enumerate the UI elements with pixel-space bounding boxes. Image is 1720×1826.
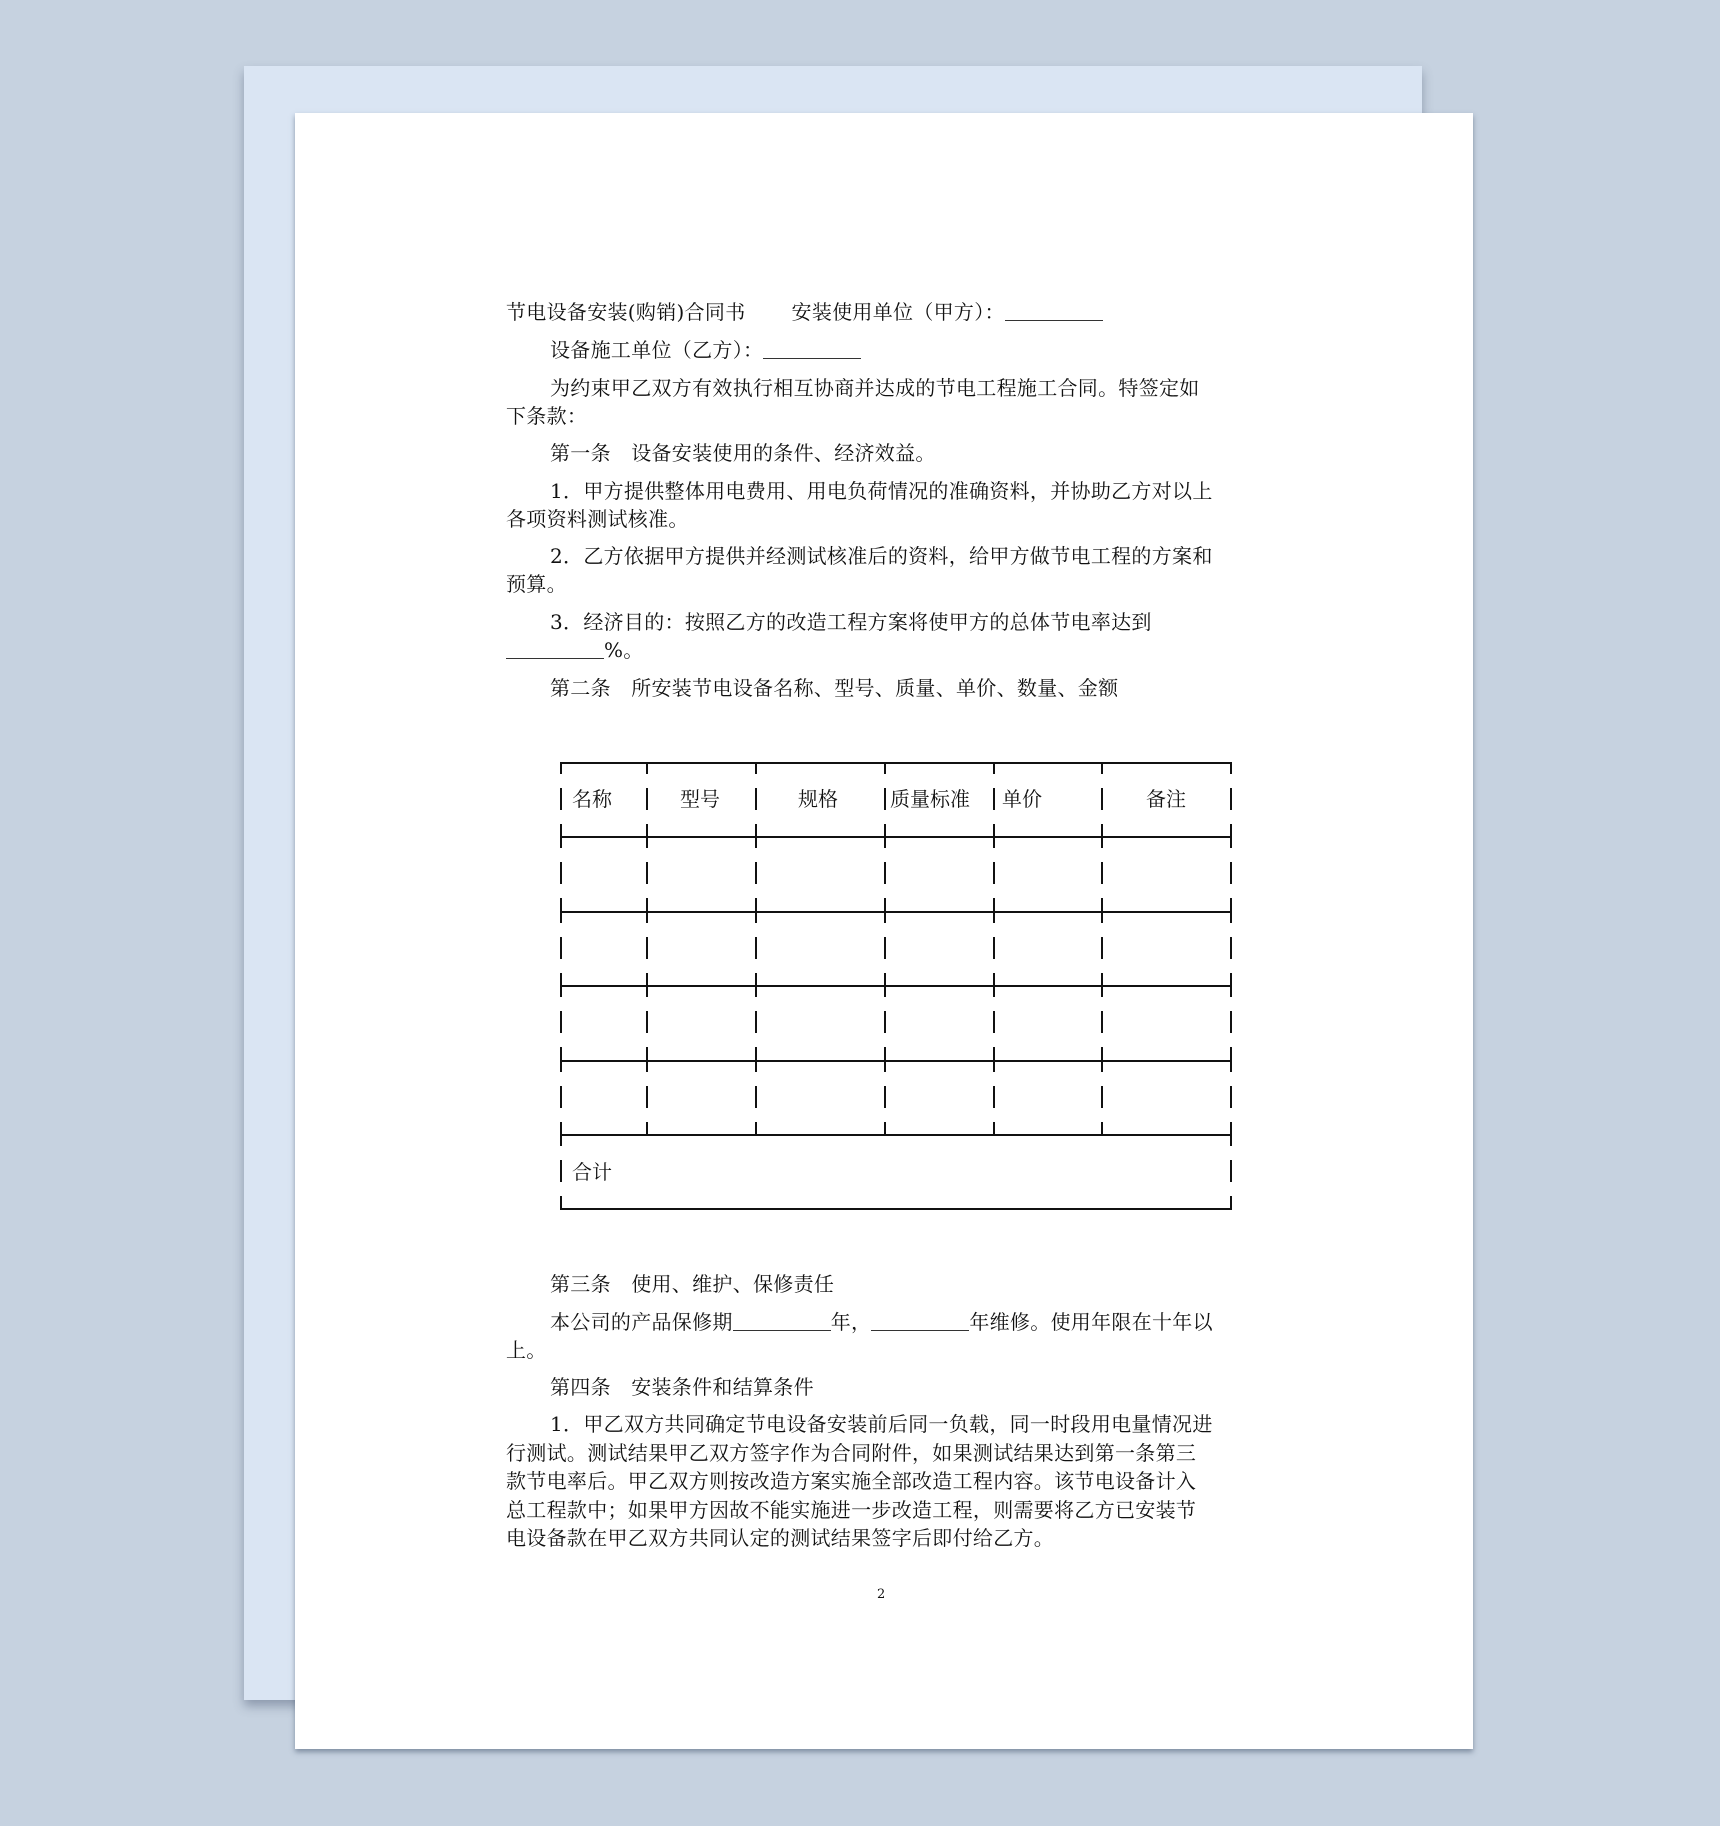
table-column-divider xyxy=(560,1160,562,1182)
table-column-divider xyxy=(646,1086,648,1108)
table-column-divider xyxy=(1230,985,1232,997)
table-column-divider xyxy=(993,898,995,912)
article4-heading: 第四条 安装条件和结算条件 xyxy=(550,1375,814,1399)
table-column-divider xyxy=(755,985,757,997)
table-column-divider xyxy=(1230,1134,1232,1146)
header-name: 名称 xyxy=(572,787,612,811)
table-column-divider xyxy=(755,937,757,959)
table-column-divider xyxy=(755,911,757,923)
table-column-divider xyxy=(1230,1160,1232,1182)
table-column-divider xyxy=(1230,1011,1232,1033)
equipment-table xyxy=(560,762,1232,1210)
table-column-divider xyxy=(646,836,648,848)
table-column-divider xyxy=(993,1011,995,1033)
table-column-divider xyxy=(560,762,562,774)
article4-item1-line3: 款节电率后。甲乙双方则按改造方案实施全部改造工程内容。该节电设备计入 xyxy=(506,1469,1197,1493)
table-column-divider xyxy=(560,1086,562,1108)
table-column-divider xyxy=(1101,898,1103,912)
table-column-divider xyxy=(755,788,757,810)
table-column-divider xyxy=(646,1060,648,1072)
page-number: 2 xyxy=(877,1587,886,1602)
table-column-divider xyxy=(1101,1011,1103,1033)
party-b-blank[interactable] xyxy=(763,338,861,359)
table-column-divider xyxy=(884,762,886,774)
table-row-divider xyxy=(560,1134,1232,1136)
table-column-divider xyxy=(993,862,995,884)
header-quality-standard: 质量标准 xyxy=(890,787,970,811)
table-column-divider xyxy=(646,862,648,884)
table-column-divider xyxy=(884,1047,886,1061)
table-column-divider xyxy=(560,1047,562,1061)
table-column-divider xyxy=(755,898,757,912)
table-column-divider xyxy=(1101,1047,1103,1061)
table-column-divider xyxy=(1230,937,1232,959)
article4-item1-line5: 电设备款在甲乙双方共同认定的测试结果签字后即付给乙方。 xyxy=(506,1526,1055,1550)
table-column-divider xyxy=(755,1122,757,1136)
article1-item1-line2: 各项资料测试核准。 xyxy=(506,507,689,531)
article1-item2-line1: 2．乙方依据甲方提供并经测试核准后的资料，给甲方做节电工程的方案和 xyxy=(550,544,1213,568)
table-column-divider xyxy=(646,1011,648,1033)
article3-heading: 第三条 使用、维护、保修责任 xyxy=(550,1272,835,1296)
article4-item1-line2: 行测试。测试结果甲乙双方签字作为合同附件，如果测试结果达到第一条第三 xyxy=(506,1441,1197,1465)
table-column-divider xyxy=(1230,1047,1232,1061)
table-row-divider xyxy=(560,836,1232,838)
table-border-top xyxy=(560,762,1232,764)
table-column-divider xyxy=(646,985,648,997)
table-column-divider xyxy=(884,985,886,997)
article4-item1-line4: 总工程款中；如果甲方因故不能实施进一步改造工程，则需要将乙方已安装节 xyxy=(506,1498,1197,1522)
table-column-divider xyxy=(884,1122,886,1136)
article1-heading: 第一条 设备安装使用的条件、经济效益。 xyxy=(550,441,936,465)
table-column-divider xyxy=(1230,836,1232,848)
saving-rate-blank[interactable] xyxy=(506,638,604,659)
table-column-divider xyxy=(1101,1122,1103,1136)
header-spec: 规格 xyxy=(798,787,838,811)
table-column-divider xyxy=(646,1122,648,1136)
table-row-divider xyxy=(560,1060,1232,1062)
table-column-divider xyxy=(884,836,886,848)
table-column-divider xyxy=(1101,862,1103,884)
table-column-divider xyxy=(993,1122,995,1136)
table-column-divider xyxy=(755,1086,757,1108)
table-column-divider xyxy=(755,1060,757,1072)
maintenance-text: 年维修。使用年限在十年以 xyxy=(969,1310,1213,1334)
contract-title: 节电设备安装(购销)合同书 xyxy=(506,300,746,324)
table-column-divider xyxy=(1101,762,1103,774)
table-column-divider xyxy=(646,1047,648,1061)
table-column-divider xyxy=(884,1060,886,1072)
table-column-divider xyxy=(1101,836,1103,848)
year-text: 年， xyxy=(830,1310,872,1334)
table-column-divider xyxy=(993,788,995,810)
table-column-divider xyxy=(560,985,562,997)
table-column-divider xyxy=(1230,1086,1232,1108)
article1-item3-line1: 3．经济目的：按照乙方的改造工程方案将使甲方的总体节电率达到 xyxy=(550,610,1152,634)
table-column-divider xyxy=(1230,898,1232,912)
article3-text-line1 xyxy=(550,1308,1213,1336)
table-column-divider xyxy=(1101,911,1103,923)
table-row-divider xyxy=(560,911,1232,913)
table-column-divider xyxy=(884,862,886,884)
table-column-divider xyxy=(884,1011,886,1033)
table-column-divider xyxy=(560,911,562,923)
header-model: 型号 xyxy=(680,787,720,811)
table-column-divider xyxy=(1230,1060,1232,1072)
percent-text: %。 xyxy=(604,638,644,662)
table-column-divider xyxy=(884,1086,886,1108)
party-b-label: 设备施工单位（乙方）： xyxy=(550,338,764,362)
table-column-divider xyxy=(560,862,562,884)
table-column-divider xyxy=(993,1047,995,1061)
table-column-divider xyxy=(1101,937,1103,959)
table-column-divider xyxy=(1230,762,1232,774)
table-column-divider xyxy=(884,937,886,959)
table-column-divider xyxy=(1230,862,1232,884)
table-row-divider xyxy=(560,985,1232,987)
article4-item1-line1: 1．甲乙双方共同确定节电设备安装前后同一负载，同一时段用电量情况进 xyxy=(550,1412,1213,1436)
party-b-line xyxy=(550,336,861,364)
maintenance-years-blank[interactable] xyxy=(871,1310,969,1331)
table-column-divider xyxy=(993,937,995,959)
table-column-divider xyxy=(646,898,648,912)
article2-heading: 第二条 所安装节电设备名称、型号、质量、单价、数量、金额 xyxy=(550,676,1119,700)
table-column-divider xyxy=(755,1047,757,1061)
warranty-years-blank[interactable] xyxy=(733,1310,831,1331)
table-column-divider xyxy=(560,1196,562,1210)
table-border-bottom xyxy=(560,1208,1232,1210)
table-column-divider xyxy=(560,898,562,912)
header-remarks: 备注 xyxy=(1146,787,1186,811)
warranty-text: 本公司的产品保修期 xyxy=(550,1310,733,1334)
table-column-divider xyxy=(1101,1060,1103,1072)
article1-item2-line2: 预算。 xyxy=(506,572,567,596)
table-column-divider xyxy=(560,788,562,810)
table-column-divider xyxy=(1101,1086,1103,1108)
table-column-divider xyxy=(884,911,886,923)
party-a-label: 安装使用单位（甲方）： xyxy=(791,300,1005,324)
title-line xyxy=(506,298,1103,326)
table-column-divider xyxy=(1230,1196,1232,1210)
table-column-divider xyxy=(560,1011,562,1033)
table-column-divider xyxy=(993,911,995,923)
table-column-divider xyxy=(884,788,886,810)
article3-text-line2: 上。 xyxy=(506,1338,547,1362)
intro-line-1: 为约束甲乙双方有效执行相互协商并达成的节电工程施工合同。特签定如 xyxy=(550,376,1200,400)
article1-item1-line1: 1．甲方提供整体用电费用、用电负荷情况的准确资料，并协助乙方对以上 xyxy=(550,479,1213,503)
table-column-divider xyxy=(993,836,995,848)
article1-item3-line2 xyxy=(506,636,644,664)
total-label: 合计 xyxy=(572,1160,612,1184)
table-column-divider xyxy=(755,1011,757,1033)
table-column-divider xyxy=(993,1086,995,1108)
table-column-divider xyxy=(646,762,648,774)
table-column-divider xyxy=(884,898,886,912)
intro-line-2: 下条款： xyxy=(506,404,588,428)
table-column-divider xyxy=(1101,788,1103,810)
party-a-blank[interactable] xyxy=(1005,300,1103,321)
table-column-divider xyxy=(755,762,757,774)
table-column-divider xyxy=(646,911,648,923)
table-column-divider xyxy=(993,762,995,774)
header-unit-price: 单价 xyxy=(1002,787,1042,811)
table-column-divider xyxy=(560,1134,562,1146)
table-column-divider xyxy=(1230,911,1232,923)
table-column-divider xyxy=(1101,985,1103,997)
table-column-divider xyxy=(993,1060,995,1072)
table-column-divider xyxy=(646,788,648,810)
table-column-divider xyxy=(755,836,757,848)
table-column-divider xyxy=(1230,788,1232,810)
table-column-divider xyxy=(560,836,562,848)
table-column-divider xyxy=(560,937,562,959)
table-column-divider xyxy=(993,985,995,997)
table-column-divider xyxy=(646,937,648,959)
table-column-divider xyxy=(560,1060,562,1072)
table-column-divider xyxy=(755,862,757,884)
